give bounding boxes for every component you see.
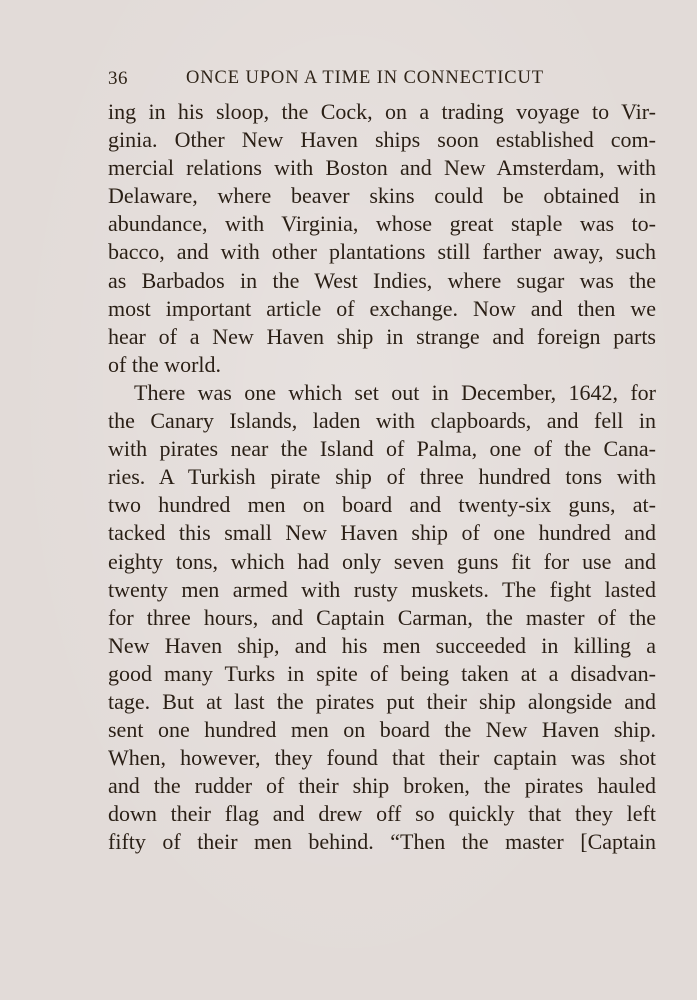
body-text bbox=[108, 98, 656, 857]
text-line: ries. A Turkish pirate ship of three hundred tons with bbox=[108, 464, 656, 490]
text-line: When, however, they found that their captain was shot bbox=[108, 745, 656, 771]
text-line: Delaware, where beaver skins could be obtained in bbox=[108, 183, 656, 209]
text-line: mercial relations with Boston and New Amsterdam, with bbox=[108, 155, 656, 181]
text-line: There was one which set out in December, 1642, for bbox=[134, 379, 656, 405]
text-line: the Canary Islands, laden with clapboards, and fell in bbox=[108, 408, 656, 434]
text-line: tacked this small New Haven ship of one hundred and bbox=[108, 520, 656, 546]
text-line: and the rudder of their ship broken, the pirates hauled bbox=[108, 773, 656, 799]
text-line: abundance, with Virginia, whose great staple was to- bbox=[108, 211, 656, 237]
text-line: twenty men armed with rusty muskets. The fight lasted bbox=[108, 576, 656, 602]
text-line: tage. But at last the pirates put their ship alongside and bbox=[108, 688, 656, 714]
text-line: down their flag and drew off so quickly that they left bbox=[108, 801, 656, 827]
text-line: for three hours, and Captain Carman, the master of the bbox=[108, 604, 656, 630]
text-line: of the world. bbox=[108, 351, 222, 377]
text-line: ginia. Other New Haven ships soon established com- bbox=[108, 127, 656, 153]
book-title: ONCE UPON A TIME IN CONNECTICUT bbox=[186, 68, 544, 88]
text-line: two hundred men on board and twenty-six guns, at- bbox=[108, 492, 656, 518]
page-number: 36 bbox=[108, 68, 128, 89]
text-line: good many Turks in spite of being taken at a disadvan- bbox=[108, 660, 656, 686]
text-line: sent one hundred men on board the New Haven ship. bbox=[108, 717, 656, 743]
text-line: most important article of exchange. Now and then we bbox=[108, 295, 656, 321]
text-line: New Haven ship, and his men succeeded in killing a bbox=[108, 632, 656, 658]
text-line: as Barbados in the West Indies, where sugar was the bbox=[108, 267, 656, 293]
running-head bbox=[108, 66, 656, 94]
text-line: ing in his sloop, the Cock, on a trading voyage to Vir- bbox=[108, 99, 656, 124]
text-line: fifty of their men behind. “Then the master [Captain bbox=[108, 829, 656, 855]
text-line: bacco, and with other plantations still farther away, such bbox=[108, 239, 656, 265]
text-line: with pirates near the Island of Palma, one of the Cana- bbox=[108, 436, 656, 462]
text-line: eighty tons, which had only seven guns fit for use and bbox=[108, 548, 656, 574]
text-line: hear of a New Haven ship in strange and foreign parts bbox=[108, 323, 656, 349]
